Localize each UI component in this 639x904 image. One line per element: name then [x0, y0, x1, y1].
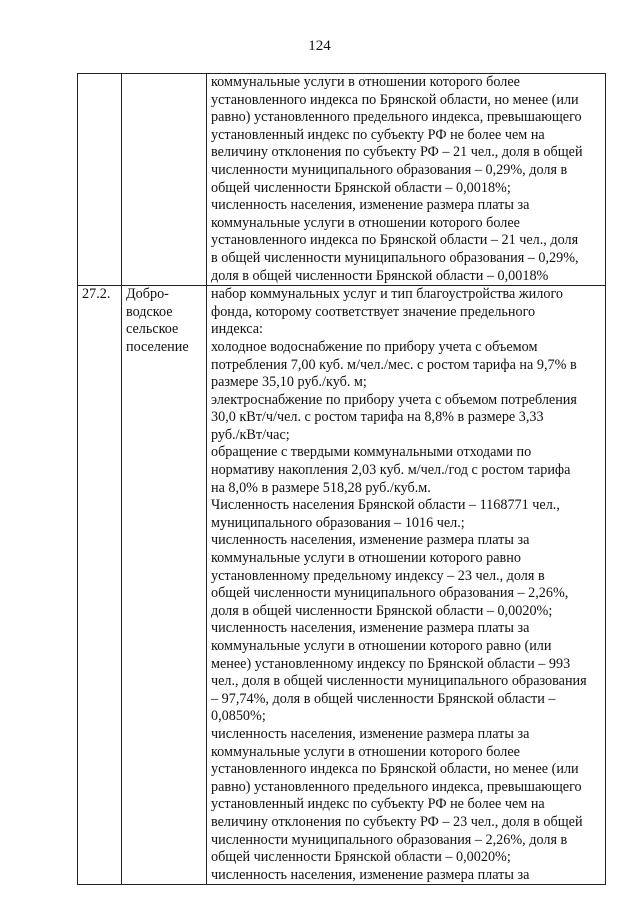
text-line: коммунальные услуги в отношении которого равно (или — [211, 638, 552, 654]
text-line: 30,0 кВт/ч/чел. с ростом тарифа на 8,8% в размере 3,33 — [211, 409, 544, 426]
text-line: общей численности муниципального образования – 2,26%, — [211, 585, 569, 602]
text-line: численность населения, изменение размера платы за — [211, 620, 530, 637]
text-line: – 97,74%, доля в общей численности Брянской области – — [211, 690, 556, 707]
text-line: численность населения, изменение размера платы за — [211, 725, 530, 742]
settlement-line: водское — [126, 303, 173, 320]
text-line: общей численности Брянской области – 0,0020%; — [211, 849, 511, 866]
text-line: чел., доля в общей численности муниципального образования — [211, 673, 587, 690]
text-line: установленного индекса по Брянской области – 21 чел., доля — [211, 232, 579, 249]
description-cell — [207, 286, 606, 885]
text-line: установленному предельному индексу – 23 чел., доля в — [211, 567, 545, 584]
text-line: равно) установленного предельного индекса, превышающего — [211, 109, 582, 126]
text-line: численность населения, изменение размера платы за — [211, 197, 530, 214]
text-line: равно) установленного предельного индекса, превышающего — [211, 778, 582, 795]
text-line: набор коммунальных услуг и тип благоустройства жилого — [211, 286, 564, 303]
text-line: холодное водоснабжение по прибору учета с объемом — [211, 338, 538, 355]
text-line: в общей численности муниципального образования – 0,29%, — [211, 249, 579, 266]
settlement-cell — [122, 74, 207, 286]
text-line: 0,0850%; — [211, 708, 266, 725]
document-table — [77, 73, 606, 885]
text-line: установленный индекс по субъекту РФ не более чем на — [211, 796, 545, 813]
text-line: Численность населения Брянской области – 1168771 чел., — [211, 497, 560, 514]
text-line: коммунальные услуги в отношении которого более — [211, 74, 520, 90]
settlement-line: Добро- — [126, 286, 169, 303]
text-line: обращение с твердыми коммунальными отходами по — [211, 444, 532, 461]
text-line: потребления 7,00 куб. м/чел./мес. с ростом тарифа на 9,7% в — [211, 356, 577, 373]
text-line: коммунальные услуги в отношении которого равно — [211, 550, 521, 567]
text-line: индекса: — [211, 321, 263, 338]
row-number-cell — [78, 74, 122, 286]
text-line: установленного индекса по Брянской области, но менее (или — [211, 761, 579, 778]
text-line: величину отклонения по субъекту РФ – 21 чел., доля в общей — [211, 144, 583, 161]
settlement-line: поселение — [126, 338, 189, 355]
table-row — [78, 286, 606, 885]
row-number-cell: 27.2. — [78, 286, 122, 885]
text-line: установленного индекса по Брянской области, но менее (или — [211, 91, 579, 108]
page-number: 124 — [308, 38, 331, 54]
text-line: численности муниципального образования – 0,29%, доля в — [211, 161, 568, 178]
text-line: нормативу накопления 2,03 куб. м/чел./год с ростом тарифа — [211, 462, 571, 479]
text-line: общей численности Брянской области – 0,0018%; — [211, 179, 511, 196]
text-line: доля в общей численности Брянской области – 0,0020%; — [211, 602, 553, 619]
text-line: размере 35,10 руб./куб. м; — [211, 374, 367, 391]
text-line: коммунальные услуги в отношении которого более — [211, 743, 520, 760]
text-line: численность населения, изменение размера платы за — [211, 532, 530, 549]
text-line: численность населения, изменение размера платы за — [211, 866, 530, 883]
table-row — [78, 74, 606, 286]
text-line: доля в общей численности Брянской области – 0,0018% — [211, 267, 549, 284]
text-line: величину отклонения по субъекту РФ – 23 чел., доля в общей — [211, 813, 583, 830]
text-line: установленный индекс по субъекту РФ не более чем на — [211, 126, 545, 143]
text-line: коммунальные услуги в отношении которого более — [211, 214, 520, 231]
text-line: фонда, которому соответствует значение предельного — [211, 303, 536, 320]
settlement-cell — [122, 286, 207, 885]
text-line: электроснабжение по прибору учета с объемом потребления — [211, 391, 577, 408]
text-line: на 8,0% в размере 518,28 руб./куб.м. — [211, 479, 431, 496]
text-line: руб./кВт/час; — [211, 426, 290, 443]
text-line: муниципального образования – 1016 чел.; — [211, 514, 465, 531]
description-cell — [207, 74, 606, 286]
text-line: численности муниципального образования – 2,26%, доля в — [211, 831, 568, 848]
settlement-line: сельское — [126, 321, 179, 338]
text-line: менее) установленному индексу по Брянской области – 993 — [211, 655, 571, 672]
